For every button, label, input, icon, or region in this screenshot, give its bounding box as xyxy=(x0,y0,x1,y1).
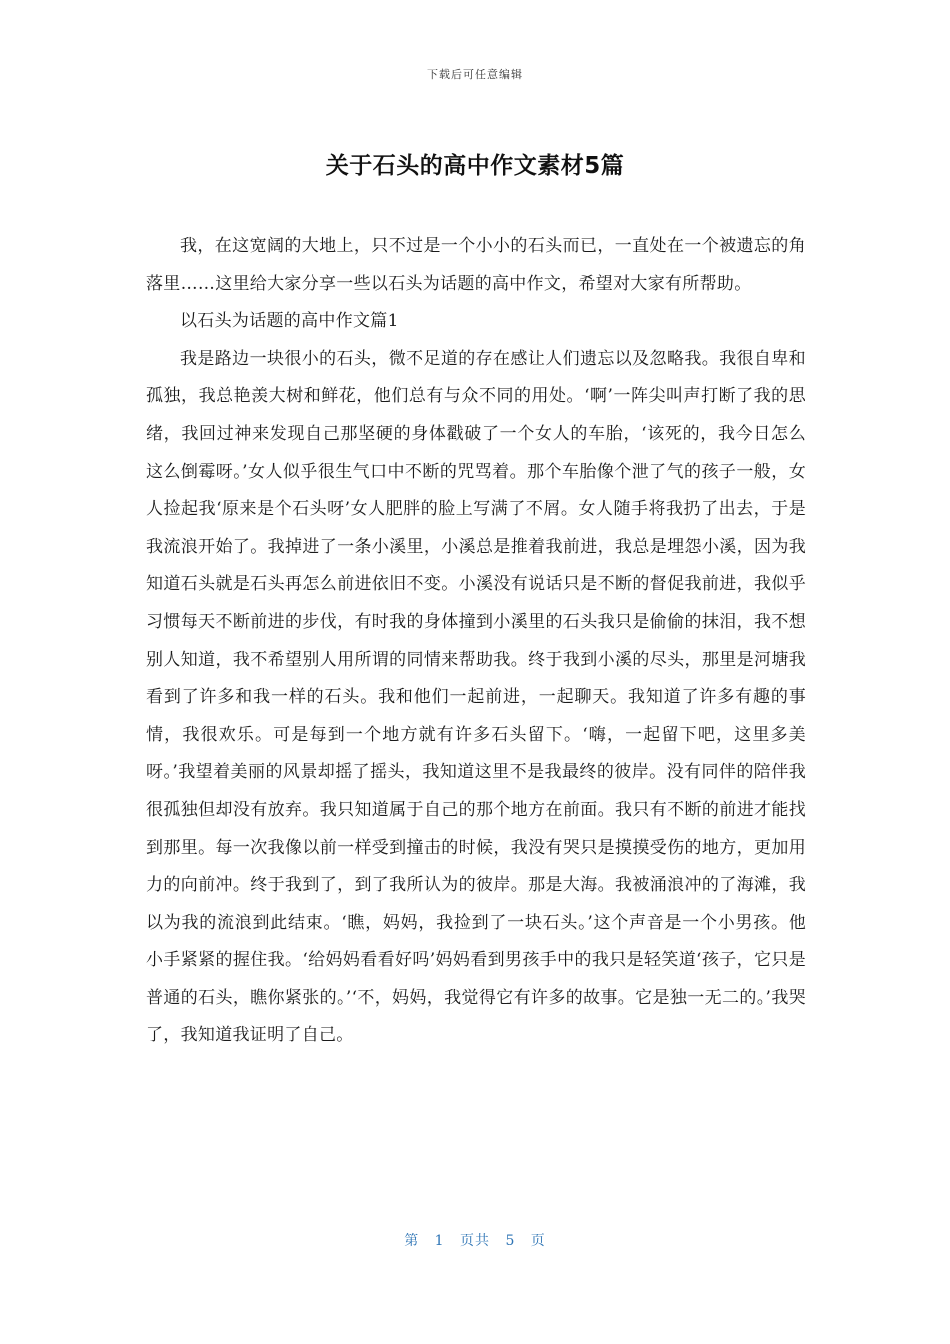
page-number: 第 1 页共 5 页 xyxy=(404,1233,546,1249)
section-heading: 以石头为话题的高中作文篇1 xyxy=(180,311,399,332)
intro-paragraph: 我，在这宽阔的大地上，只不过是一个小小的石头而已，一直处在一个被遗忘的角落里……这里给大家分享一些以石头为话题的高中作文，希望对大家有所帮助。 xyxy=(146,236,806,294)
header-note: 下载后可任意编辑 xyxy=(427,68,523,81)
document-title: 关于石头的高中作文素材5篇 xyxy=(325,153,625,179)
essay-paragraph: 我是路边一块很小的石头，微不足道的存在感让人们遗忘以及忽略我。我很自卑和孤独，我总艳羡大树和鲜花，他们总有与众不同的用处。‘啊’一阵尖叫声打断了我的思绪，我回过神来发现自己那坚硬的身体戳破了一个女人的车胎，‘该死的，我今日怎么这么倒霉呀。’女人似乎很生气口中不断的咒骂着。那个车胎像个泄了气的孩子一般，女人捡起我‘原来是个石头呀’女人肥胖的脸上写满了不屑。女人随手将我扔了出去，于是我流浪开始了。我掉进了一条小溪里，小溪总是推着我前进，我总是埋怨小溪，因为我知道石头就是石头再怎么前进依旧不变。小溪没有说话只是不断的督促我前进，我似乎习惯每天不断前进的步伐，有时我的身体撞到小溪里的石头我只是偷偷的抹泪，我不想别人知道，我不希望别人用所谓的同情来帮助我。终于我到小溪的尽头，那里是河塘我看到了许多和我一样的石头。我和他们一起前进，一起聊天。我知道了许多有趣的事情，我很欢乐。可是每到一个地方就有许多石头留下。‘嗨，一起留下吧，这里多美呀。’我望着美丽的风景却摇了摇头，我知道这里不是我最终的彼岸。没有同伴的陪伴我很孤独但却没有放弃。我只知道属于自己的那个地方在前面。我只有不断的前进才能找到那里。每一次我像以前一样受到撞击的时候，我没有哭只是摸摸受伤的地方，更加用力的向前冲。终于我到了，到了我所认为的彼岸。那是大海。我被涌浪冲的了海滩，我以为我的流浪到此结束。‘瞧，妈妈，我捡到了一块石头。’这个声音是一个小男孩。他小手紧紧的握住我。‘给妈妈看看好吗’妈妈看到男孩手中的我只是轻笑道‘孩子，它只是普通的石头，瞧你紧张的。’‘不，妈妈，我觉得它有许多的故事。它是独一无二的。’我哭了，我知道我证明了自己。 xyxy=(146,348,806,1046)
document-body xyxy=(146,228,806,1055)
